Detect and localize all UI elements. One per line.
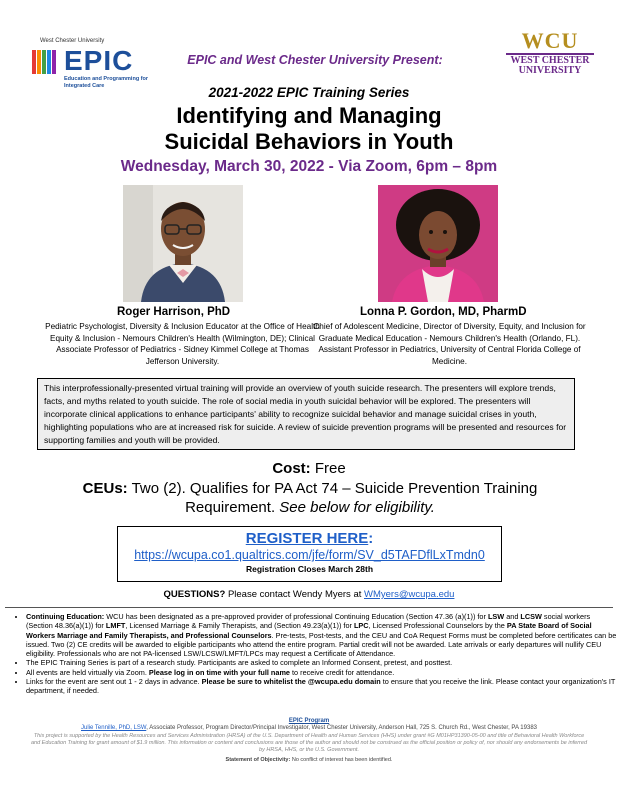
register-url-link[interactable]: https://wcupa.co1.qualtrics.com/jfe/form/SV_d5TAFDflLxTmdn0: [134, 548, 485, 562]
epic-logo-word: EPIC: [64, 45, 134, 76]
details-list-item-text: All events are held virtually via Zoom.: [26, 667, 149, 677]
contact-email-link[interactable]: WMyers@wcupa.edu: [364, 589, 455, 600]
register-label-colon: :: [368, 530, 374, 547]
event-date: Wednesday, March 30, 2022 - Via Zoom, 6pm – 8pm: [120, 158, 498, 175]
event-title: [0, 103, 618, 155]
ceu-eligibility-note: See below for eligibility.: [279, 499, 435, 516]
details-list-item-text: to ensure that you receive the link. Please contact your organization's IT department, if needed.: [26, 677, 616, 696]
footer: [0, 718, 618, 763]
speaker-name-2: Lonna P. Gordon, MD, PharmD: [360, 306, 527, 318]
epic-logo-university: West Chester University: [40, 38, 105, 44]
cost-value: Free: [314, 460, 346, 477]
registration-deadline: Registration Closes March 28th: [245, 564, 374, 574]
details-list-item: [26, 658, 618, 667]
ceu-text: Two (2). Qualifies for PA Act 74 – Suicide Prevention Training Requirement.: [131, 480, 538, 516]
speaker-bio-1: Pediatric Psychologist, Diversity & Inclusion Educator at the Office of Health Equity & Inclusion - Nemours Children's Health (Wilmington, DE); Clinical Associate Professor of Pediatrics - Sidney Kimmel College at Thomas Jefferson University.: [45, 322, 320, 366]
series-title: 2021-2022 EPIC Training Series: [208, 85, 410, 100]
wcu-logo-line2: UNIVERSITY: [518, 65, 582, 76]
questions-line: [0, 589, 618, 600]
presenter-line: EPIC and West Chester University Present:: [187, 53, 443, 67]
footer-program-title: EPIC Program: [288, 718, 330, 724]
ceu-line: [60, 479, 560, 517]
wcu-logo: [500, 30, 600, 80]
details-list-item-text: Please log in on time with your full name: [148, 667, 290, 677]
details-list-item-text: LPC: [353, 621, 369, 631]
objectivity-text: No conflict of interest has been identified.: [291, 757, 393, 763]
details-list-item-text: LCSW: [520, 612, 542, 621]
speaker-photo-2: [378, 185, 498, 302]
ceu-label: CEUs:: [82, 480, 128, 497]
details-list-item: [26, 612, 618, 658]
wcu-logo-letters: WCU: [521, 28, 579, 53]
footer-contact-name-link[interactable]: Julie Tennille, PhD, LSW: [81, 725, 147, 731]
details-list-item-text: WCU has been designated as a pre-approved provider of professional Continuing Education (Section 47.36 (a)(1)) for: [104, 612, 488, 621]
cost-label: Cost:: [272, 460, 311, 477]
details-list-item-text: LSW: [487, 612, 505, 621]
details-list-item-text: . Pre-tests, Post-tests, and the CEU and CoA Request Forms must be completed before certificates can be issued. Two (2) CE credits will be awarded to eligible participants who attend the entire program. Partial credit will not be awarded. Late arrivals or early departures will nullify CEU eligibility. Professionals who are not PA-licensed LSW/LCSW/LMFT/LPCs may request a Certificate of Attendance.: [26, 630, 617, 659]
details-list-item-text: The EPIC Training Series is part of a research study. Participants are asked to complete an Informed Consent, pretest, and posttest.: [26, 658, 453, 668]
details-list-item-text: LMFT: [105, 621, 126, 631]
details-list-item: [26, 677, 618, 696]
epic-logo-mark: [30, 46, 62, 78]
event-title-line1: Identifying and Managing: [176, 103, 442, 128]
details-list-item-text: and: [504, 612, 521, 621]
section-divider: [5, 607, 613, 608]
speaker-bio-2: Chief of Adolescent Medicine, Director of Diversity, Equity, and Inclusion for Graduate Medical Education - Nemours Children's Health (Orlando, FL). Assistant Professor in Pediatrics, University of Central Florida College of Medicine.: [313, 322, 586, 366]
register-label-text[interactable]: REGISTER HERE: [245, 530, 369, 547]
speaker-name-1: Roger Harrison, PhD: [117, 306, 231, 318]
register-link-label[interactable]: [118, 530, 501, 547]
event-title-line2: Suicidal Behaviors in Youth: [164, 129, 454, 154]
details-list-item-text: Links for the event are sent out 1 - 2 days in advance.: [26, 677, 202, 687]
details-list-item-text: PA State Board of Social Workers Marriage and Family Therapists, and Professional Counselors: [26, 621, 592, 640]
objectivity-label: Statement of Objectivity:: [225, 757, 291, 763]
details-list-item-text: , Licensed Professional Counselors by the: [368, 621, 507, 631]
footer-contact-details: , Associate Professor, Program Director/Principal Investigator, West Chester University, Anderson Hall, 725 S. Church Rd., West Chester, PA 19383: [146, 725, 537, 731]
register-box: [117, 526, 502, 582]
questions-text: Please contact Wendy Myers at: [227, 589, 362, 600]
footer-contact: [0, 725, 618, 731]
details-list-item: [26, 668, 618, 677]
details-list-item-text: to receive credit for attendance.: [290, 667, 395, 677]
questions-label: QUESTIONS?: [163, 589, 226, 600]
event-description: This interprofessionally-presented virtual training will provide an overview of youth suicide research. The presenters will explore trends, facts, and myths related to youth suicide. The role of social media in youth suicidal behavior will be explored. The presenters will incorporate clinical applications to enhance participants' ability to recognize suicidal behavior and manage suicidal crises in youth, highlighting populations who are at increased risk for suicide. A review of suicide prevention programs will be presented and resources for supporting families and youth will be provided.: [37, 378, 575, 450]
details-list-item-text: Continuing Education:: [26, 612, 105, 621]
epic-logo-subtitle: Education and Programming for Integrated Care: [64, 76, 149, 89]
wcu-logo-line1: WEST CHESTER: [510, 55, 590, 66]
details-list: [14, 612, 618, 696]
details-list-item-text: Please be sure to whitelist the @wcupa.edu domain: [201, 677, 381, 687]
cost-line: [0, 460, 618, 477]
footer-objectivity: [0, 757, 618, 763]
details-list-item-text: , Licensed Marriage & Family Therapists, and (Section 49.23(a)(1)) for: [125, 621, 354, 631]
details-list-item-text: social workers (Section 48.36(a)(1)) for: [26, 612, 591, 631]
footer-disclaimer: This project is supported by the Health Resources and Services Administration (HRSA) of the U.S. Department of Health and Human Services (HHS) under grant #G M01HP31390-05-00 and title of Behavioral Health Workforce and Education Training for grant amount of $1.9 million. This information or content and conclusions are those of the author and should not be construed as the official position or policy of, nor should any endorsements be inferred by HRSA, HHS, or the U.S. Government.: [30, 733, 588, 753]
speaker-photo-1: [123, 185, 243, 302]
